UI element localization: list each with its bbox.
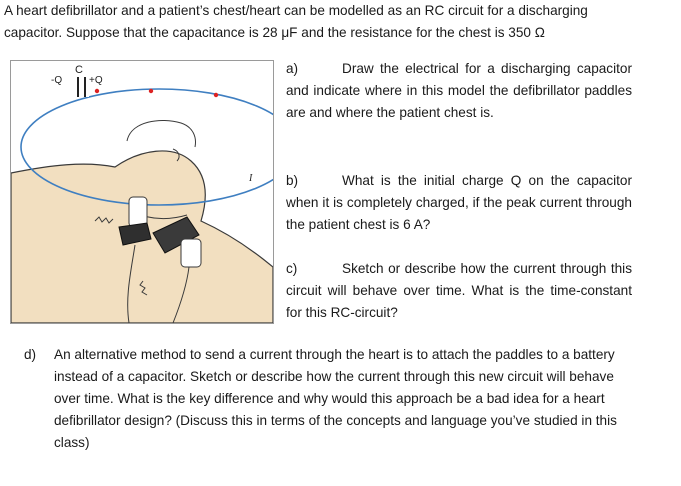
question-b-label: b) bbox=[286, 173, 299, 188]
question-d-text: An alternative method to send a current through the heart is to attach the paddles to a battery instead of a capacitor. Sketch or describe how the current through this new circuit will behave over time. What is the key difference and why would this approach be a bad idea for a heart defibrillator design? (Discuss this in terms of the concepts and language you’ve studied in this class) bbox=[54, 347, 617, 450]
question-c-label: c) bbox=[286, 261, 298, 276]
intro-line-2: capacitor. Suppose that the capacitance is 28 μF and the resistance for the chest is 350 Ω bbox=[4, 25, 545, 40]
question-a-label: a) bbox=[286, 61, 299, 76]
capacitor-label: C bbox=[75, 64, 83, 76]
current-label: I bbox=[249, 173, 253, 184]
charge-dot bbox=[214, 93, 218, 97]
question-b bbox=[286, 170, 632, 236]
question-d-label: d) bbox=[24, 347, 37, 362]
defibrillator-drawing bbox=[11, 61, 273, 323]
intro-text bbox=[4, 0, 676, 44]
question-a-text: Draw the electrical for a discharging capacitor and indicate where in this model the defibrillator paddles are and where the patient chest is. bbox=[286, 61, 632, 120]
positive-charge-label: +Q bbox=[89, 75, 103, 86]
negative-charge-label: -Q bbox=[51, 75, 63, 86]
left-hand bbox=[129, 197, 147, 227]
defibrillator-illustration bbox=[10, 60, 274, 324]
right-hand bbox=[181, 239, 201, 267]
intro-line-1: A heart defibrillator and a patient’s chest/heart can be modelled as an RC circuit for a discharging bbox=[4, 3, 588, 18]
question-c-text: Sketch or describe how the current through this circuit will behave over time. What is the time-constant for this RC-circuit? bbox=[286, 261, 632, 320]
question-d bbox=[24, 344, 644, 454]
charge-dot bbox=[149, 89, 153, 93]
charge-dot bbox=[95, 89, 99, 93]
question-a bbox=[286, 58, 632, 124]
question-b-text: What is the initial charge Q on the capacitor when it is completely charged, if the peak current through the patient chest is 6 A? bbox=[286, 173, 632, 232]
patient-hair bbox=[127, 120, 195, 147]
question-c bbox=[286, 258, 632, 324]
